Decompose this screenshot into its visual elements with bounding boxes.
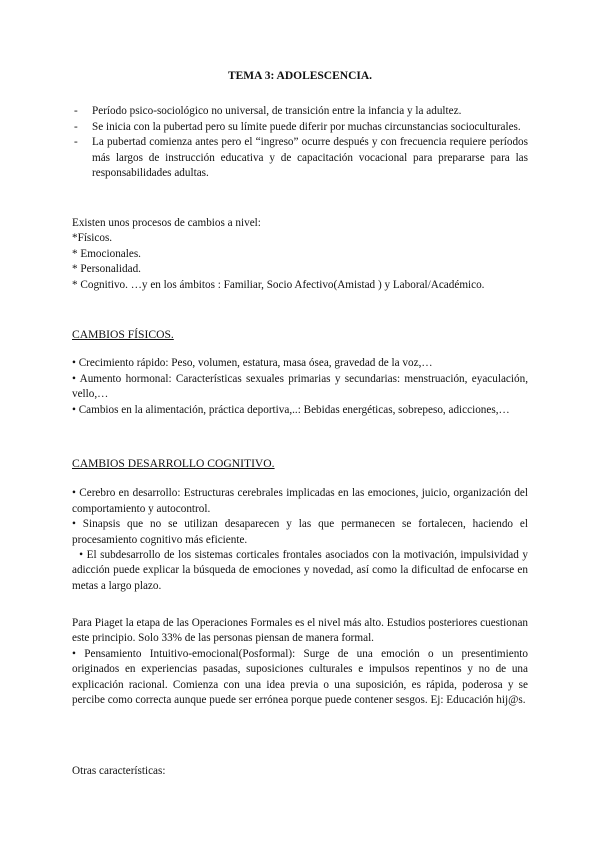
process-item: *Físicos. [72,232,113,245]
section-heading-physical: CAMBIOS FÍSICOS. [72,328,174,341]
physical-item: • Aumento hormonal: Características sexuales primarias y secundarias: menstruación, eyaculación, vello,… [72,372,528,401]
section-heading-cognitive: CAMBIOS DESARROLLO COGNITIVO. [72,457,275,470]
other-characteristics-label: Otras características: [72,765,166,777]
list-item-text: Período psico-sociológico no universal, de transición entre la infancia y la adultez. [92,105,462,117]
physical-section [72,327,528,418]
other-section [72,764,528,779]
page-title: TEMA 3: ADOLESCENCIA. [227,70,373,82]
processes-section [72,216,528,293]
list-item [74,135,528,182]
list-item [74,120,528,136]
physical-item: • Crecimiento rápido: Peso, volumen, estatura, masa ósea, gravedad de la voz,… [72,357,433,370]
intro-bullet-list [74,104,528,182]
dash-marker: - [74,105,78,117]
list-item-text: Se inicia con la pubertad pero su límite puede diferir por muchas circunstancias socioculturales. [92,120,521,133]
dash-marker: - [74,120,78,133]
cognitive-section [72,456,531,594]
process-item: * Cognitivo. …y en los ámbitos : Familiar, Socio Afectivo(Amistad ) y Laboral/Académico. [72,278,485,291]
list-item-text: La pubertad comienza antes pero el “ingreso” ocurre después y con frecuencia requiere períodos más largos de instrucción educativa y de capacitación vocacional para prepararse para las responsabilidades adultas. [92,136,528,179]
piaget-paragraph: Para Piaget la etapa de las Operaciones Formales es el nivel más alto. Estudios posteriores cuestionan este principio. Solo 33% de las personas piensan de manera formal. [72,617,528,645]
process-item: * Emocionales. [72,247,141,260]
dash-marker: - [74,136,78,148]
cognitive-item: • El subdesarrollo de los sistemas corticales frontales asociados con la motivación, impulsividad y adicción puede explicar la búsqueda de emociones y novedad, así como la dificultad de enfocarse en metas a largo plazo. [72,549,531,592]
process-item: * Personalidad. [72,263,141,276]
processes-intro: Existen unos procesos de cambios a nivel: [72,217,261,229]
list-item [74,104,528,120]
postformal-item: • Pensamiento Intuitivo-emocional(Posformal): Surge de una emoción o un presentimiento originados en experiencias pasadas, suposiciones culturales e impulsos repentinos y no de una explicación racional. Comienza con una idea previa o una suposición, es rápida, poderosa y se percibe como correcta aunque puede ser errónea porque puede contener sesgos. Ej: Educación hij@s. [72,647,528,707]
physical-item: • Cambios en la alimentación, práctica deportiva,..: Bebidas energéticas, sobrepeso, adicciones,… [72,403,510,416]
cognitive-item: • Cerebro en desarrollo: Estructuras cerebrales implicadas en las emociones, juicio, organización del comportamiento y autocontrol. [72,487,528,515]
piaget-section [72,616,528,708]
cognitive-item: • Sinapsis que no se utilizan desaparecen y las que permanecen se fortalecen, haciendo el procesamiento cognitivo más eficiente. [72,518,528,546]
